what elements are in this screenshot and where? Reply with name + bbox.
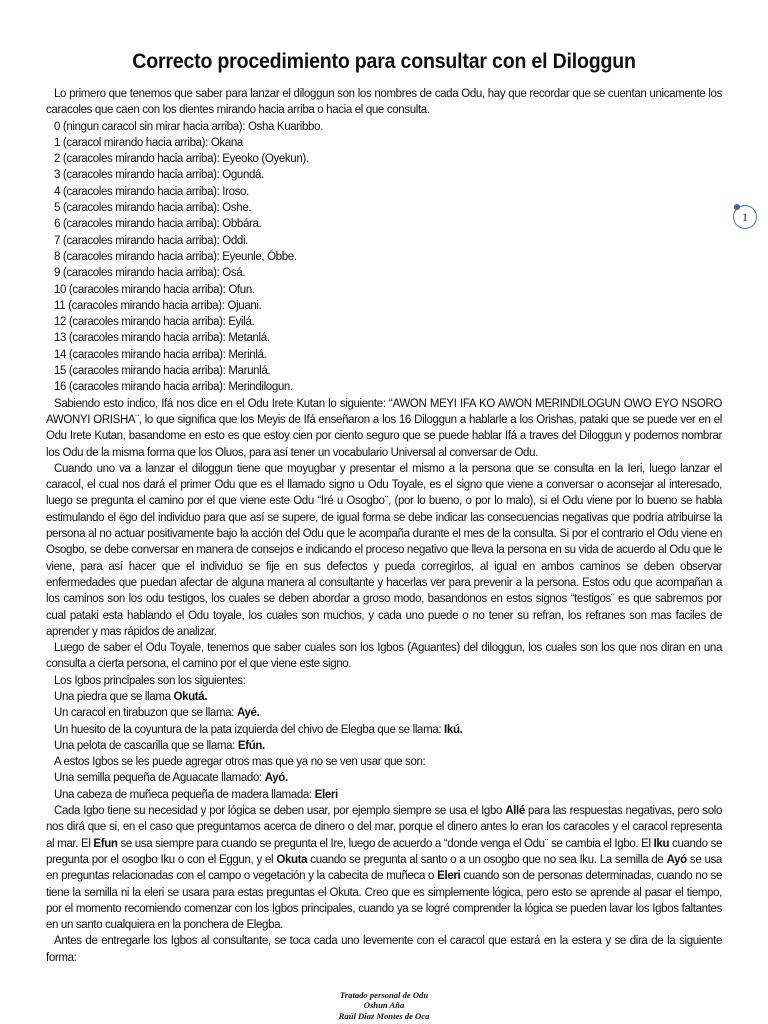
igbo-item: Un huesito de la coyuntura de la pata izquierda del chivo de Elegba que se llama: Ikú. <box>54 723 463 736</box>
odu-item: 11 (caracoles mirando hacia arriba): Ojuani. <box>54 299 262 312</box>
igbo-item: Una pelota de cascarilla que se llama: Efún. <box>54 739 265 752</box>
igbos-heading: Los Igbos principales son los siguientes: <box>54 674 246 687</box>
paragraph-antes: Antes de entregarle los Igbos al consultante, se toca cada uno levemente con el caracol que estará en la estera y se dira de la siguiente forma: <box>46 935 722 964</box>
odu-item: 10 (caracoles mirando hacia arriba): Ofun. <box>54 283 255 296</box>
odu-item: 7 (caracoles mirando hacia arriba): Oddi. <box>54 234 249 247</box>
odu-item: 1 (caracol mirando hacia arriba): Okana <box>54 136 243 149</box>
odu-item: 12 (caracoles mirando hacia arriba): Eyilá. <box>54 316 255 329</box>
page-number-marker[interactable] <box>733 205 757 229</box>
paragraph-cuando: Cuando uno va a lanzar el diloggun tiene que moyugbar y presentar el mismo a la persona que se consulta en la Ieri, luego lanzar el caracol, el cual nos dará el primer Odu que es el llamado signo u Odu Toyale, es el signo que viene a conversar o aconsejar al interesado, luego se pregunta el camino por el que viene este Odu “Iré u Osogbo¨, (por lo bueno, o por lo malo), si el Odu viene por lo bueno se habla estimulando el ëgo del individuo para que así se supere, de igual forma se debe indicar las consecuencias negativas que podría atribuirse la persona al no actuar positivamente bajo la acción del Odu que le acompaña durante el mes de la consulta. Si por el contrario el Odu viene en Osogbo, se debe conversar en manera de consejos e indicando el proceso negativo que lleva la persona en su vida de acuerdo al Odu que le viene, para así hacer que el individuo se fije en sus defectos y pueda corregirlos, al igual en ambos caminos se deben observar enfermedades que puedan afectar de alguna manera al consultante y hacerlas ver para prevenir a la persona. Estos odu que acompañan a los caminos son los odu testigos, los cuales se deben abordar a groso modo, basandonos en estos signos “testigos¨ es que sabremos por cual pataki esta hablando el Odu toyale, los cuales son muchos, y cada uno puede o no tener su refran, los refranes son mas faciles de aprender y mas rápidos de analizar. <box>46 462 722 638</box>
igbos-extra-heading: A estos Igbos se les puede agregar otros mas que ya no se ven usar que son: <box>54 756 426 769</box>
igbo-item: Una cabeza de muñeca pequeña de madera llamada: Eleri <box>54 788 338 801</box>
document-body <box>46 86 722 966</box>
odu-item: 2 (caracoles mirando hacia arriba): Eyeoko (Oyekun). <box>54 153 309 166</box>
paragraph-luego: Luego de saber el Odu Toyale, tenemos que saber cuales son los Igbos (Aguantes) del diloggun, los cuales son los que nos diran en una consulta a cierta persona, el camino por el que viene este signo. <box>46 642 722 671</box>
odu-item: 13 (caracoles mirando hacia arriba): Metanlá. <box>54 332 270 345</box>
page-title: Correcto procedimiento para consultar con el Diloggun <box>132 50 636 73</box>
page-number: 1 <box>742 209 748 224</box>
bookmark-dot-icon <box>734 204 740 210</box>
odu-list <box>46 119 722 396</box>
igbo-item: Una piedra que se llama Okutá. <box>54 690 208 703</box>
footer-line: Tratado personal de Odu <box>339 990 429 1000</box>
document-page <box>46 46 722 966</box>
paragraph-sabiendo: Sabiendo esto indico, Ifá nos dice en el Odu Irete Kutan lo siguiente: “AWON MEYI IFA KO AWON MERINDILOGUN OWO EYO NSORO AWONYI ORISHA¨, lo que significa que los Meyis de Ifá enseñaron a los 16 Diloggun a hablarle a los Orishas, pataki que se puede ver en el Odu Irete Kutan, basandome en esto es que estoy cien por ciento seguro que se puede hablar Ifá a traves del Diloggun y podemos nombrar los Odu de la misma forma que los Oluos, para así tener un vocabulario Universal al conversar de Odu. <box>46 397 722 459</box>
odu-item: 15 (caracoles mirando hacia arriba): Marunlá. <box>54 365 271 378</box>
odu-item: 5 (caracoles mirando hacia arriba): Oshe. <box>54 202 252 215</box>
footer-line: Oshun Aña <box>363 1000 405 1011</box>
igbo-item: Una semilla pequeña de Aguacate llamado: Ayó. <box>54 772 288 785</box>
odu-item: 16 (caracoles mirando hacia arriba): Merindilogun. <box>54 381 293 394</box>
odu-item: 8 (caracoles mirando hacia arriba): Eyeunle, Óbbe. <box>54 250 297 263</box>
odu-item: 6 (caracoles mirando hacia arriba): Obbára. <box>54 218 262 231</box>
page-footer <box>0 990 768 1021</box>
odu-item: 4 (caracoles mirando hacia arriba): Iroso. <box>54 185 249 198</box>
odu-item: 3 (caracoles mirando hacia arriba): Ogundá. <box>54 169 264 182</box>
odu-item: 0 (ningun caracol sin mirar hacia arriba): Osha Kuaribbo. <box>54 120 323 133</box>
intro-paragraph: Lo primero que tenemos que saber para lanzar el diloggun son los nombres de cada Odu, hay que recordar que se cuentan unicamente los caracoles que caen con los dientes mirando hacia arriba o hacia el que consulta. <box>46 88 722 117</box>
odu-item: 14 (caracoles mirando hacia arriba): Merinlá. <box>54 348 267 361</box>
paragraph-cada: Cada Igbo tiene su necesidad y por lógica se deben usar, por ejemplo siempre se usa el Igbo Allé para las respuestas negativas, pero solo nos dirá que si, en el caso que preguntamos acerca de dinero o del mar, porque el dinero antes lo eran los caracoles y el caracol representa al mar. El Efun se usa siempre para cuando se pregunta el Ire, luego de acuerdo a “donde venga el Odu¨ se cambia el Igbo. El Iku cuando se pregunta por el osogbo Iku o con el Eggun, y el Okuta cuando se pregunta al santo o a un osogbo que no sea Iku. La semilla de Ayó se usa en preguntas relacionadas con el campo o vegetación y la cabecita de muñeca o Eleri cuando son de personas determinadas, cuando no se tiene la semilla ni la eleri se usara para estas preguntas el Okuta. Creo que es simplemente lógica, pero esto se aprende al pasar el tiempo, por el momento recomiendo comenzar con los Igbos principales, cuando ya se logré comprender la lógica se pueden lavar los Igbos faltantes en un santo cualquiera en la ponchera de Elegba. <box>46 805 723 932</box>
igbo-item: Un caracol en tirabuzon que se llama: Ayé. <box>54 707 260 720</box>
footer-line: Raúl Díaz Montes de Oca <box>338 1010 430 1021</box>
odu-item: 9 (caracoles mirando hacia arriba): Osá. <box>54 267 246 280</box>
